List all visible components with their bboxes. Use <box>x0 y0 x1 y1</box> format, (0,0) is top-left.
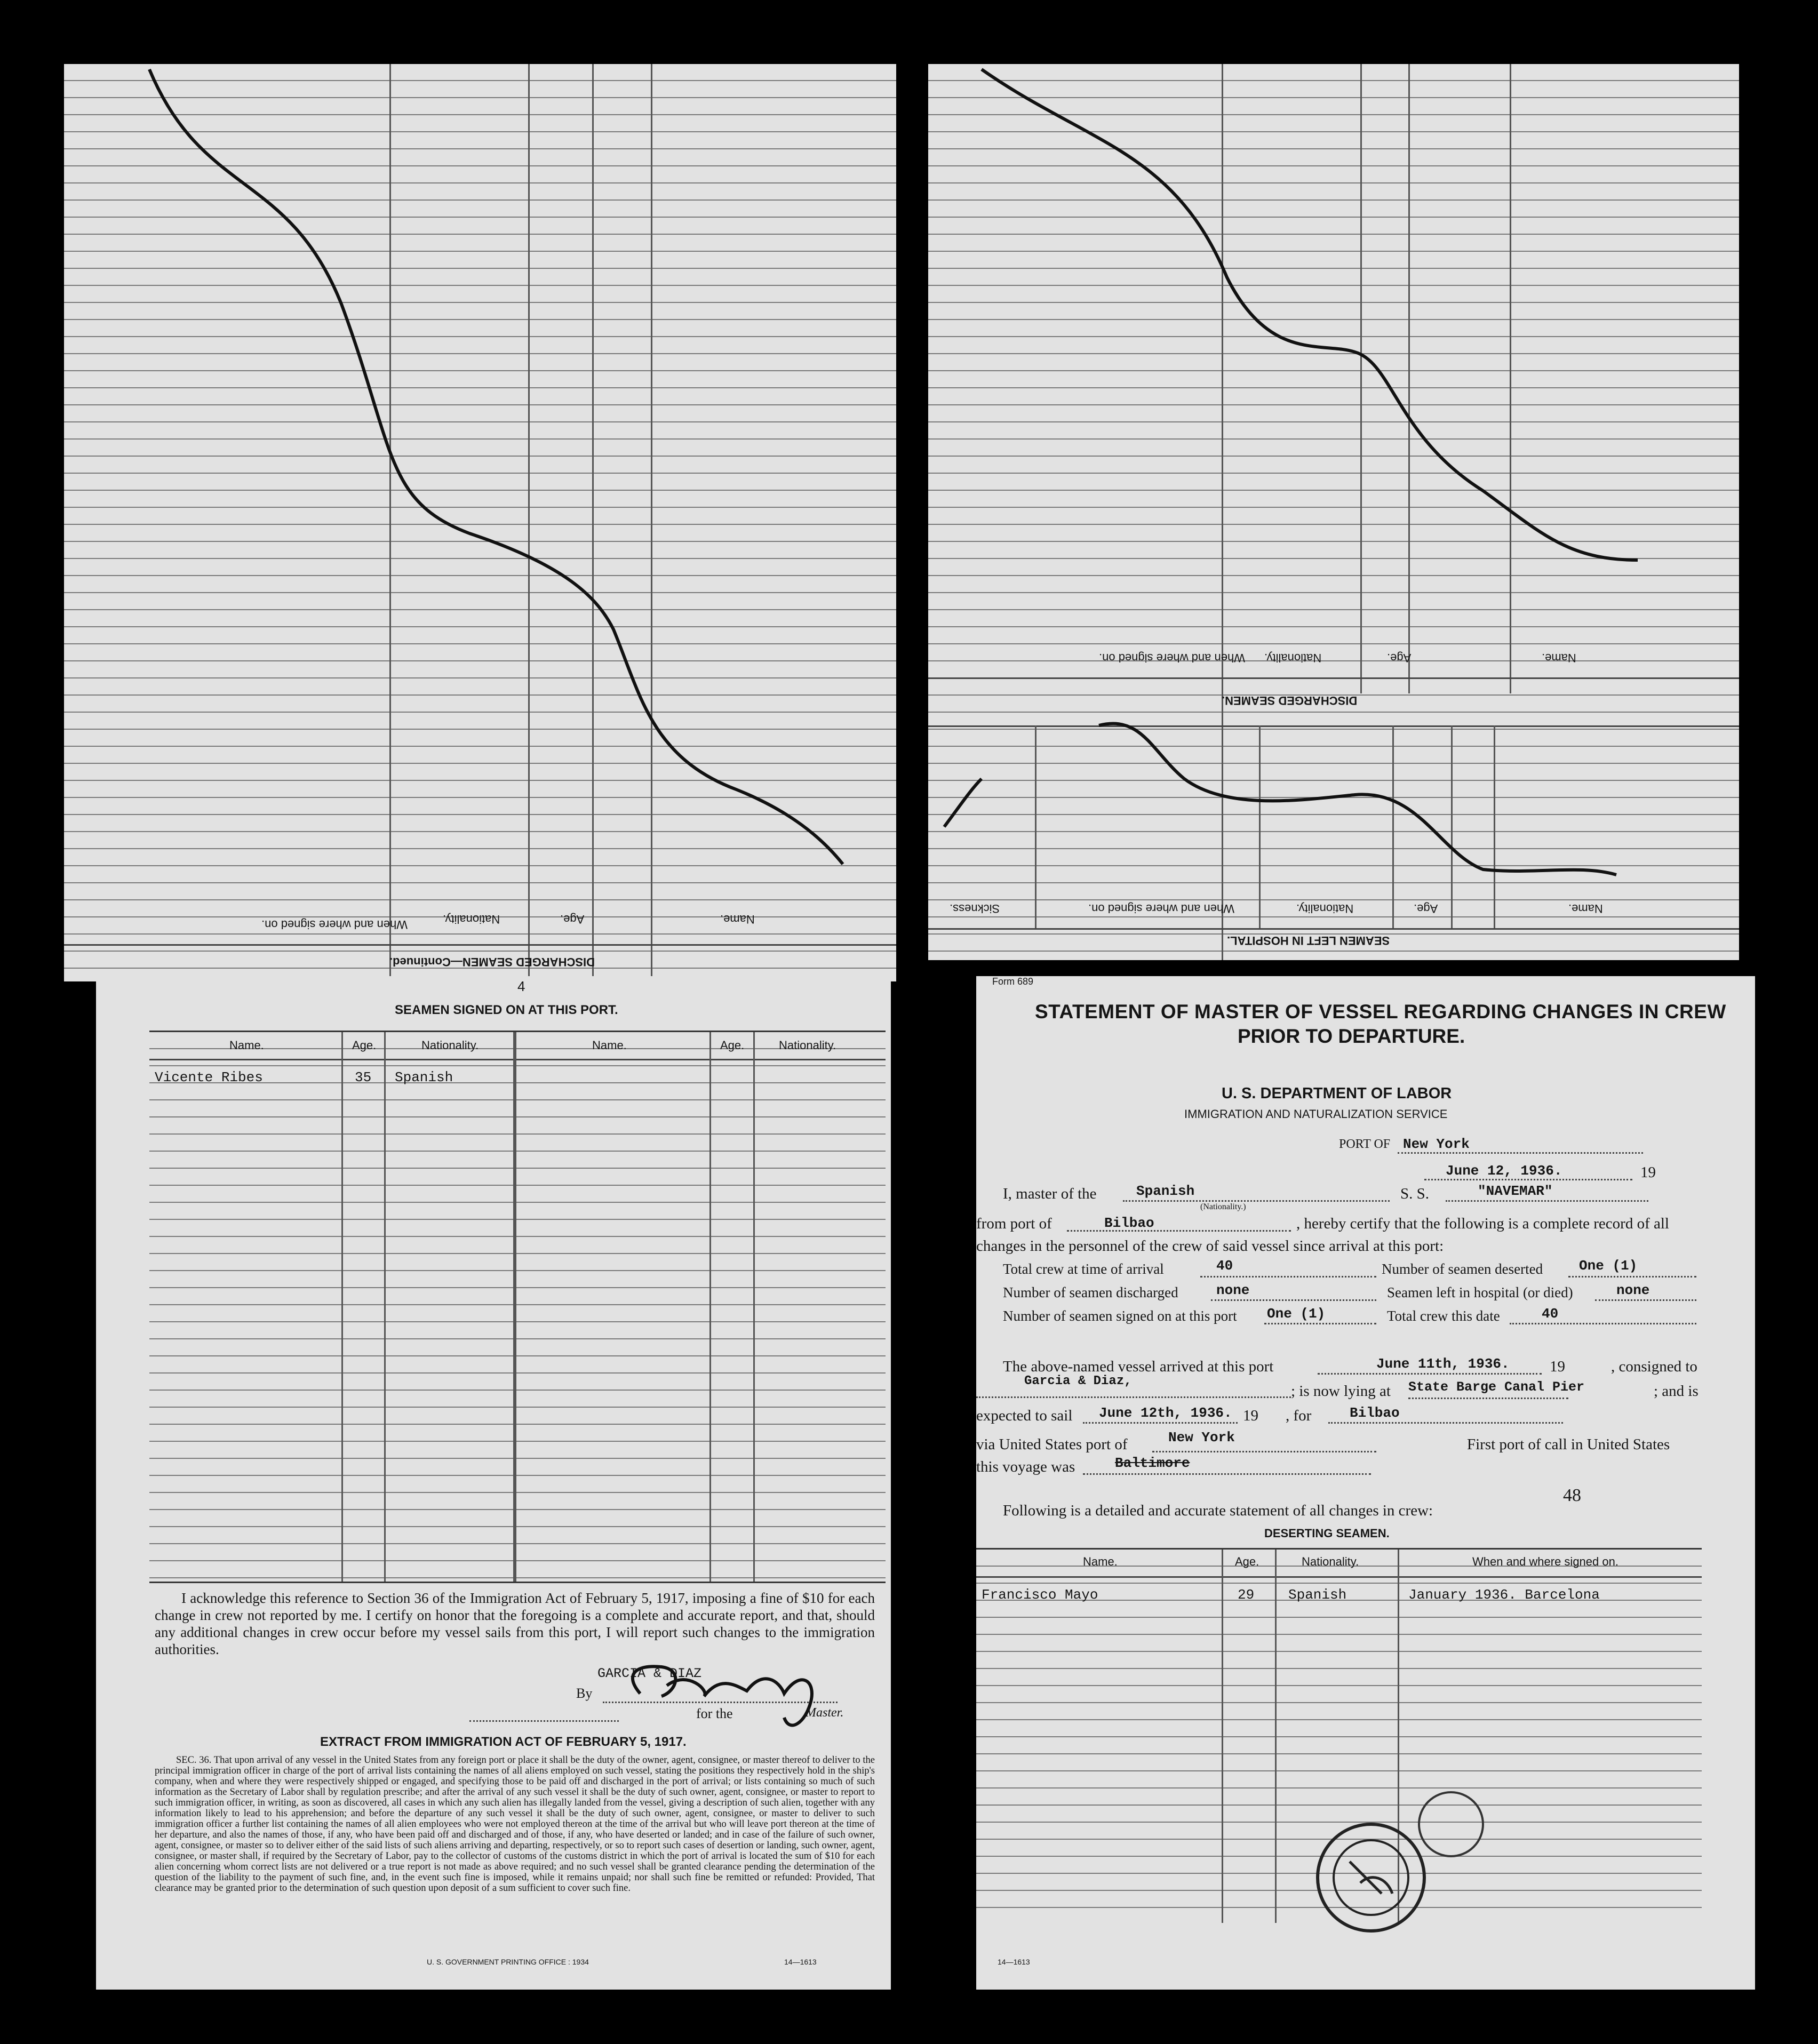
deserting-signed-on: January 1936. Barcelona <box>1408 1587 1600 1603</box>
certify-text: , hereby certify that the following is a complete record of all <box>1296 1215 1669 1232</box>
changes-text: changes in the personnel of the crew of said vessel since arrival at this port: <box>976 1237 1444 1255</box>
nationality-value: Spanish <box>1136 1183 1195 1199</box>
lying-value: State Barge Canal Pier <box>1408 1379 1585 1395</box>
col-age-2: Age. <box>720 1039 745 1052</box>
deserting-title: DESERTING SEAMEN. <box>1264 1527 1390 1540</box>
expected-value: June 12th, 1936. <box>1099 1405 1232 1421</box>
from-port-label: from port of <box>976 1215 1052 1232</box>
discharged-continued-title: DISCHARGED SEAMEN—Continued. <box>389 955 595 969</box>
cancel-stroke <box>64 64 896 981</box>
arrived-label: The above-named vessel arrived at this port <box>1003 1358 1274 1375</box>
deserting-nationality: Spanish <box>1288 1587 1347 1603</box>
col-when-where: When and where signed on. <box>1099 651 1245 665</box>
extract-title: EXTRACT FROM IMMIGRATION ACT OF FEBRUARY 5, 1917. <box>320 1735 687 1749</box>
col-name: Name. <box>1542 651 1576 665</box>
form-code: 14—1613 <box>784 1958 817 1966</box>
by-label: By <box>576 1686 593 1701</box>
col-name: Name. <box>720 913 755 926</box>
col-name: Name. <box>1083 1555 1118 1568</box>
col-sickness: Sickness. <box>950 902 1000 915</box>
col-nationality: Nationality. <box>1264 651 1322 665</box>
cancel-stroke <box>928 64 1739 960</box>
following-text: Following is a detailed and accurate statement of all changes in crew: <box>1003 1502 1433 1519</box>
vessel-value: "NAVEMAR" <box>1478 1183 1553 1199</box>
master-label: Master. <box>806 1706 844 1720</box>
port-label: PORT OF <box>1339 1137 1391 1151</box>
deserted-label: Number of seamen deserted <box>1382 1261 1543 1277</box>
first-port-label: First port of call in United States <box>1467 1436 1670 1453</box>
top-left-page <box>64 64 896 981</box>
for-label: , for <box>1286 1407 1312 1424</box>
discharged-value: none <box>1216 1282 1250 1298</box>
from-port-value: Bilbao <box>1104 1215 1154 1231</box>
signed-on-value: One (1) <box>1267 1306 1326 1322</box>
form-number: Form 689 <box>992 976 1034 987</box>
col-nationality: Nationality. <box>1296 902 1354 915</box>
extract-text: SEC. 36. That upon arrival of any vessel in the United States from any foreign port or place it shall be the duty of the owner, agent, consignee, or master thereof to deliver to the principal immigration officer in charge of the port of arrival lists containing the names of all aliens employed on such vessel, stating the positions they respectively hold in the ship's company, when and where they were respectively shipped or engaged, and specifying those to be paid off and discharged in the port of arrival; or lists containing so much of such information as the Secretary of Labor shall by regulation prescribe; and after the arrival of any such vessel it shall be the duty of such owner, agent, consignee, or master to report to such immigration officer, in writing, as soon as discovered, all cases in which any such alien has illegally landed from the vessel, giving a description of such alien, together with any information likely to lead to his apprehension; and before the departure of any such vessel it shall be the duty of such owner, agent, consignee, or master to deliver to such immigration officer a further list containing the names of all alien employees who were not employed thereon at the time of the arrival but who will leave port thereon at the time of her departure, and also the names of those, if any, who have been paid off and discharged and of those, if any, who have deserted or landed; and in case of the failure of such owner, agent, consignee, or master so to deliver either of the said lists of such aliens arriving and departing, respectively, or so to report such cases of desertion or landing, such owner, agent, consignee, or master shall, if required by the Secretary of Labor, pay to the collector of customs of the customs district in which the port of arrival is located the sum of $10 for each alien concerning whom correct lists are not delivered or a true report is not made as above required; and no such vessel shall be granted clearance pending the determination of the question of the liability to the payment of such fine, and, in the event such fine is imposed, while it remains unpaid; nor shall such fine be remitted or refunded: Provided, That clearance may be granted prior to the determination of such question upon deposit of a sum sufficient to cover such fine. <box>155 1755 875 1894</box>
bottom-left-page <box>96 976 891 1990</box>
total-crew-arrival-value: 40 <box>1216 1258 1233 1274</box>
date-suffix: 19 <box>1640 1164 1656 1181</box>
deserting-age: 29 <box>1238 1587 1255 1603</box>
total-crew-arrival-label: Total crew at time of arrival <box>1003 1261 1164 1277</box>
col-age: Age. <box>1235 1555 1259 1568</box>
form-code: 14—1613 <box>998 1958 1030 1966</box>
col-nationality: Nationality. <box>1302 1555 1359 1568</box>
page-number: 4 <box>517 978 525 994</box>
col-name: Name. <box>229 1039 264 1052</box>
col-nationality: Nationality. <box>421 1039 479 1052</box>
arrived-suffix: 19 <box>1550 1358 1565 1375</box>
hospital-value: none <box>1616 1282 1650 1298</box>
col-nationality: Nationality. <box>443 913 500 926</box>
nationality-caption: (Nationality.) <box>1200 1202 1246 1211</box>
hospital-label: Seamen left in hospital (or died) <box>1387 1284 1573 1300</box>
voyage-value: Baltimore <box>1115 1455 1190 1471</box>
deserting-name: Francisco Mayo <box>982 1587 1098 1603</box>
consigned-label: , consigned to <box>1611 1358 1697 1375</box>
via-label: via United States port of <box>976 1436 1128 1453</box>
total-crew-date-label: Total crew this date <box>1387 1308 1500 1324</box>
expected-suffix: 19 <box>1243 1407 1258 1424</box>
official-seal <box>976 976 1755 1990</box>
date-value: June 12, 1936. <box>1446 1163 1562 1179</box>
bottom-right-page <box>976 976 1755 1990</box>
col-age: Age. <box>352 1039 377 1052</box>
arrived-value: June 11th, 1936. <box>1376 1356 1510 1372</box>
lying-label: ; is now lying at <box>1291 1383 1391 1400</box>
top-right-page <box>928 64 1739 960</box>
signed-on-nationality: Spanish <box>395 1069 453 1085</box>
ss-label: S. S. <box>1400 1185 1430 1202</box>
form-title-line1: STATEMENT OF MASTER OF VESSEL REGARDING CHANGES IN CREW <box>1035 1001 1726 1023</box>
form-title-line2: PRIOR TO DEPARTURE. <box>1238 1025 1465 1047</box>
department: U. S. DEPARTMENT OF LABOR <box>1222 1085 1452 1102</box>
signed-on-label: Number of seamen signed on at this port <box>1003 1308 1237 1324</box>
printer-line: U. S. GOVERNMENT PRINTING OFFICE : 1934 <box>427 1958 589 1966</box>
signed-on-name: Vicente Ribes <box>155 1069 263 1085</box>
agent-stamp: GARCIA & DIAZ <box>597 1666 702 1681</box>
acknowledgement-text: I acknowledge this reference to Section 36 of the Immigration Act of February 5, 1917, imposing a fine of $10 for each change in crew not reported by me. I certify on honor that the foregoing is a complete and accurate report, and that, should any additional changes in crew occur before my vessel sails from this port, I will report such changes to the immigration authorities. <box>155 1590 875 1657</box>
col-name: Name. <box>1568 902 1603 915</box>
hospital-title: SEAMEN LEFT IN HOSPITAL. <box>1227 934 1390 947</box>
for-label: for the <box>696 1706 733 1721</box>
master-of-label: I, master of the <box>1003 1185 1097 1202</box>
col-when-where: When and where signed on. <box>261 918 408 931</box>
voyage-label: this voyage was <box>976 1458 1075 1475</box>
col-age: Age. <box>1387 651 1412 665</box>
total-crew-date-value: 40 <box>1542 1306 1559 1322</box>
expected-label: expected to sail <box>976 1407 1073 1424</box>
col-name-2: Name. <box>592 1039 627 1052</box>
col-nationality-2: Nationality. <box>779 1039 836 1052</box>
signed-on-title: SEAMEN SIGNED ON AT THIS PORT. <box>395 1003 618 1017</box>
consignee-value: Garcia & Diaz, <box>1024 1374 1132 1388</box>
col-age: Age. <box>1414 902 1438 915</box>
destination-value: Bilbao <box>1350 1405 1400 1421</box>
via-value: New York <box>1168 1430 1235 1446</box>
discharged-label: Number of seamen discharged <box>1003 1284 1178 1300</box>
col-when-where: When and where signed on. <box>1472 1555 1618 1568</box>
signed-on-age: 35 <box>355 1069 372 1085</box>
service: IMMIGRATION AND NATURALIZATION SERVICE <box>1184 1107 1448 1121</box>
deserted-value: One (1) <box>1579 1258 1638 1274</box>
and-is-label: ; and is <box>1654 1383 1699 1400</box>
col-age: Age. <box>560 913 585 926</box>
discharged-title: DISCHARGED SEAMEN. <box>1222 694 1358 707</box>
handwritten-number: 48 <box>1563 1486 1581 1505</box>
col-when-where: When and where signed on. <box>1088 902 1234 915</box>
port-value: New York <box>1403 1136 1470 1152</box>
